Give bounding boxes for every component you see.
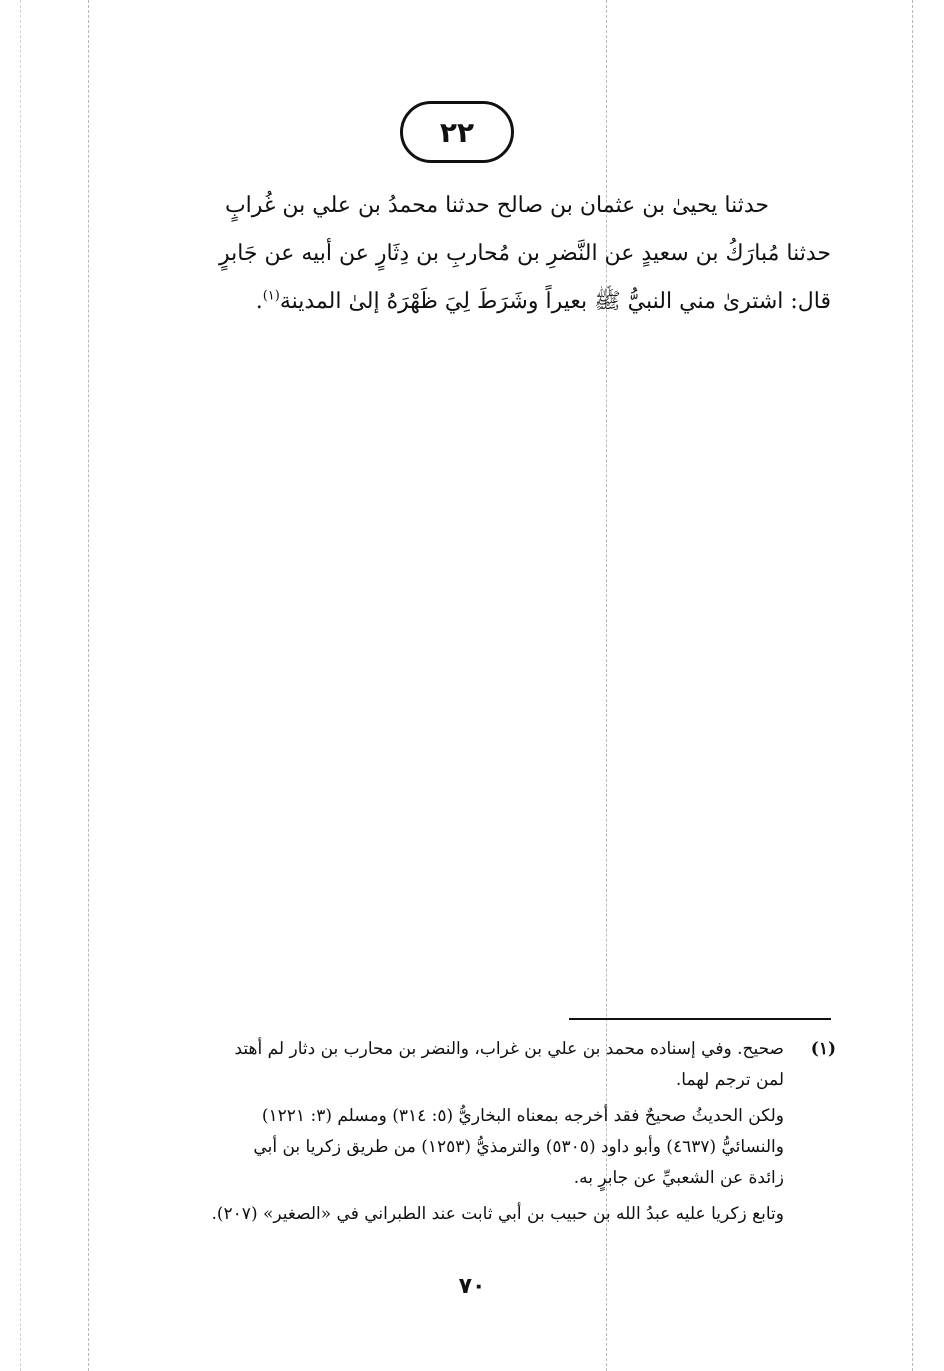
footnotes-section [88,1034,836,1235]
hadith-text-segment: قال: اشترىٰ مني النبيُّ ﷺ بعيراً وشَرَطَ لِيَ ظَهْرَهُ إلىٰ المدينة [279,289,831,314]
hadith-text-line: حدثنا يحيىٰ بن عثمان بن صالح حدثنا محمدُ بن علي بن غُرابٍ [224,193,769,218]
footnote-body [88,1034,784,1235]
footnote-line: ولكن الحديثُ صحيحٌ فقد أخرجه بمعناه البخاريُّ (٥: ٣١٤) ومسلم (٣: ١٢٢١) [261,1106,784,1126]
footnote-reference[interactable]: (١) [262,288,280,304]
footnote-item [88,1034,836,1235]
footnote-separator [569,1018,831,1020]
hadith-text [88,182,831,326]
footnote-line: وتابع زكريا عليه عبدُ الله بن حبيب بن أبي ثابت عند الطبراني في «الصغير» (٢٠٧). [211,1204,784,1224]
hadith-text-line [88,278,831,326]
hadith-text-line: حدثنا مُبارَكُ بن سعيدٍ عن النَّضرِ بن مُحاربِ بن دِثَارٍ عن أبيه عن جَابرٍ [218,241,831,266]
footnote-line: والنسائيُّ (٤٦٣٧) وأبو داود (٥٣٠٥) والترمذيُّ (١٢٥٣) من طريق زكريا بن أبي [253,1137,784,1157]
footnote-line: زائدة عن الشعبيِّ عن جابرٍ به. [573,1168,784,1188]
footnote-paragraph [88,1199,784,1230]
footnote-paragraph [88,1034,784,1096]
footnote-line: لمن ترجم لهما. [675,1070,784,1090]
footnote-line: صحيح. وفي إسناده محمد بن علي بن غراب، والنضر بن محارب بن دثار لم أهتد [234,1039,784,1059]
page-guide-line [20,0,21,1371]
sentence-end-mark: . [255,289,263,314]
hadith-number-badge: ٢٢ [400,101,514,163]
page-guide-line [912,0,913,1371]
footnote-paragraph [88,1101,784,1194]
page-number: ٧٠ [458,1274,486,1299]
footnote-number: (١) [810,1039,836,1059]
